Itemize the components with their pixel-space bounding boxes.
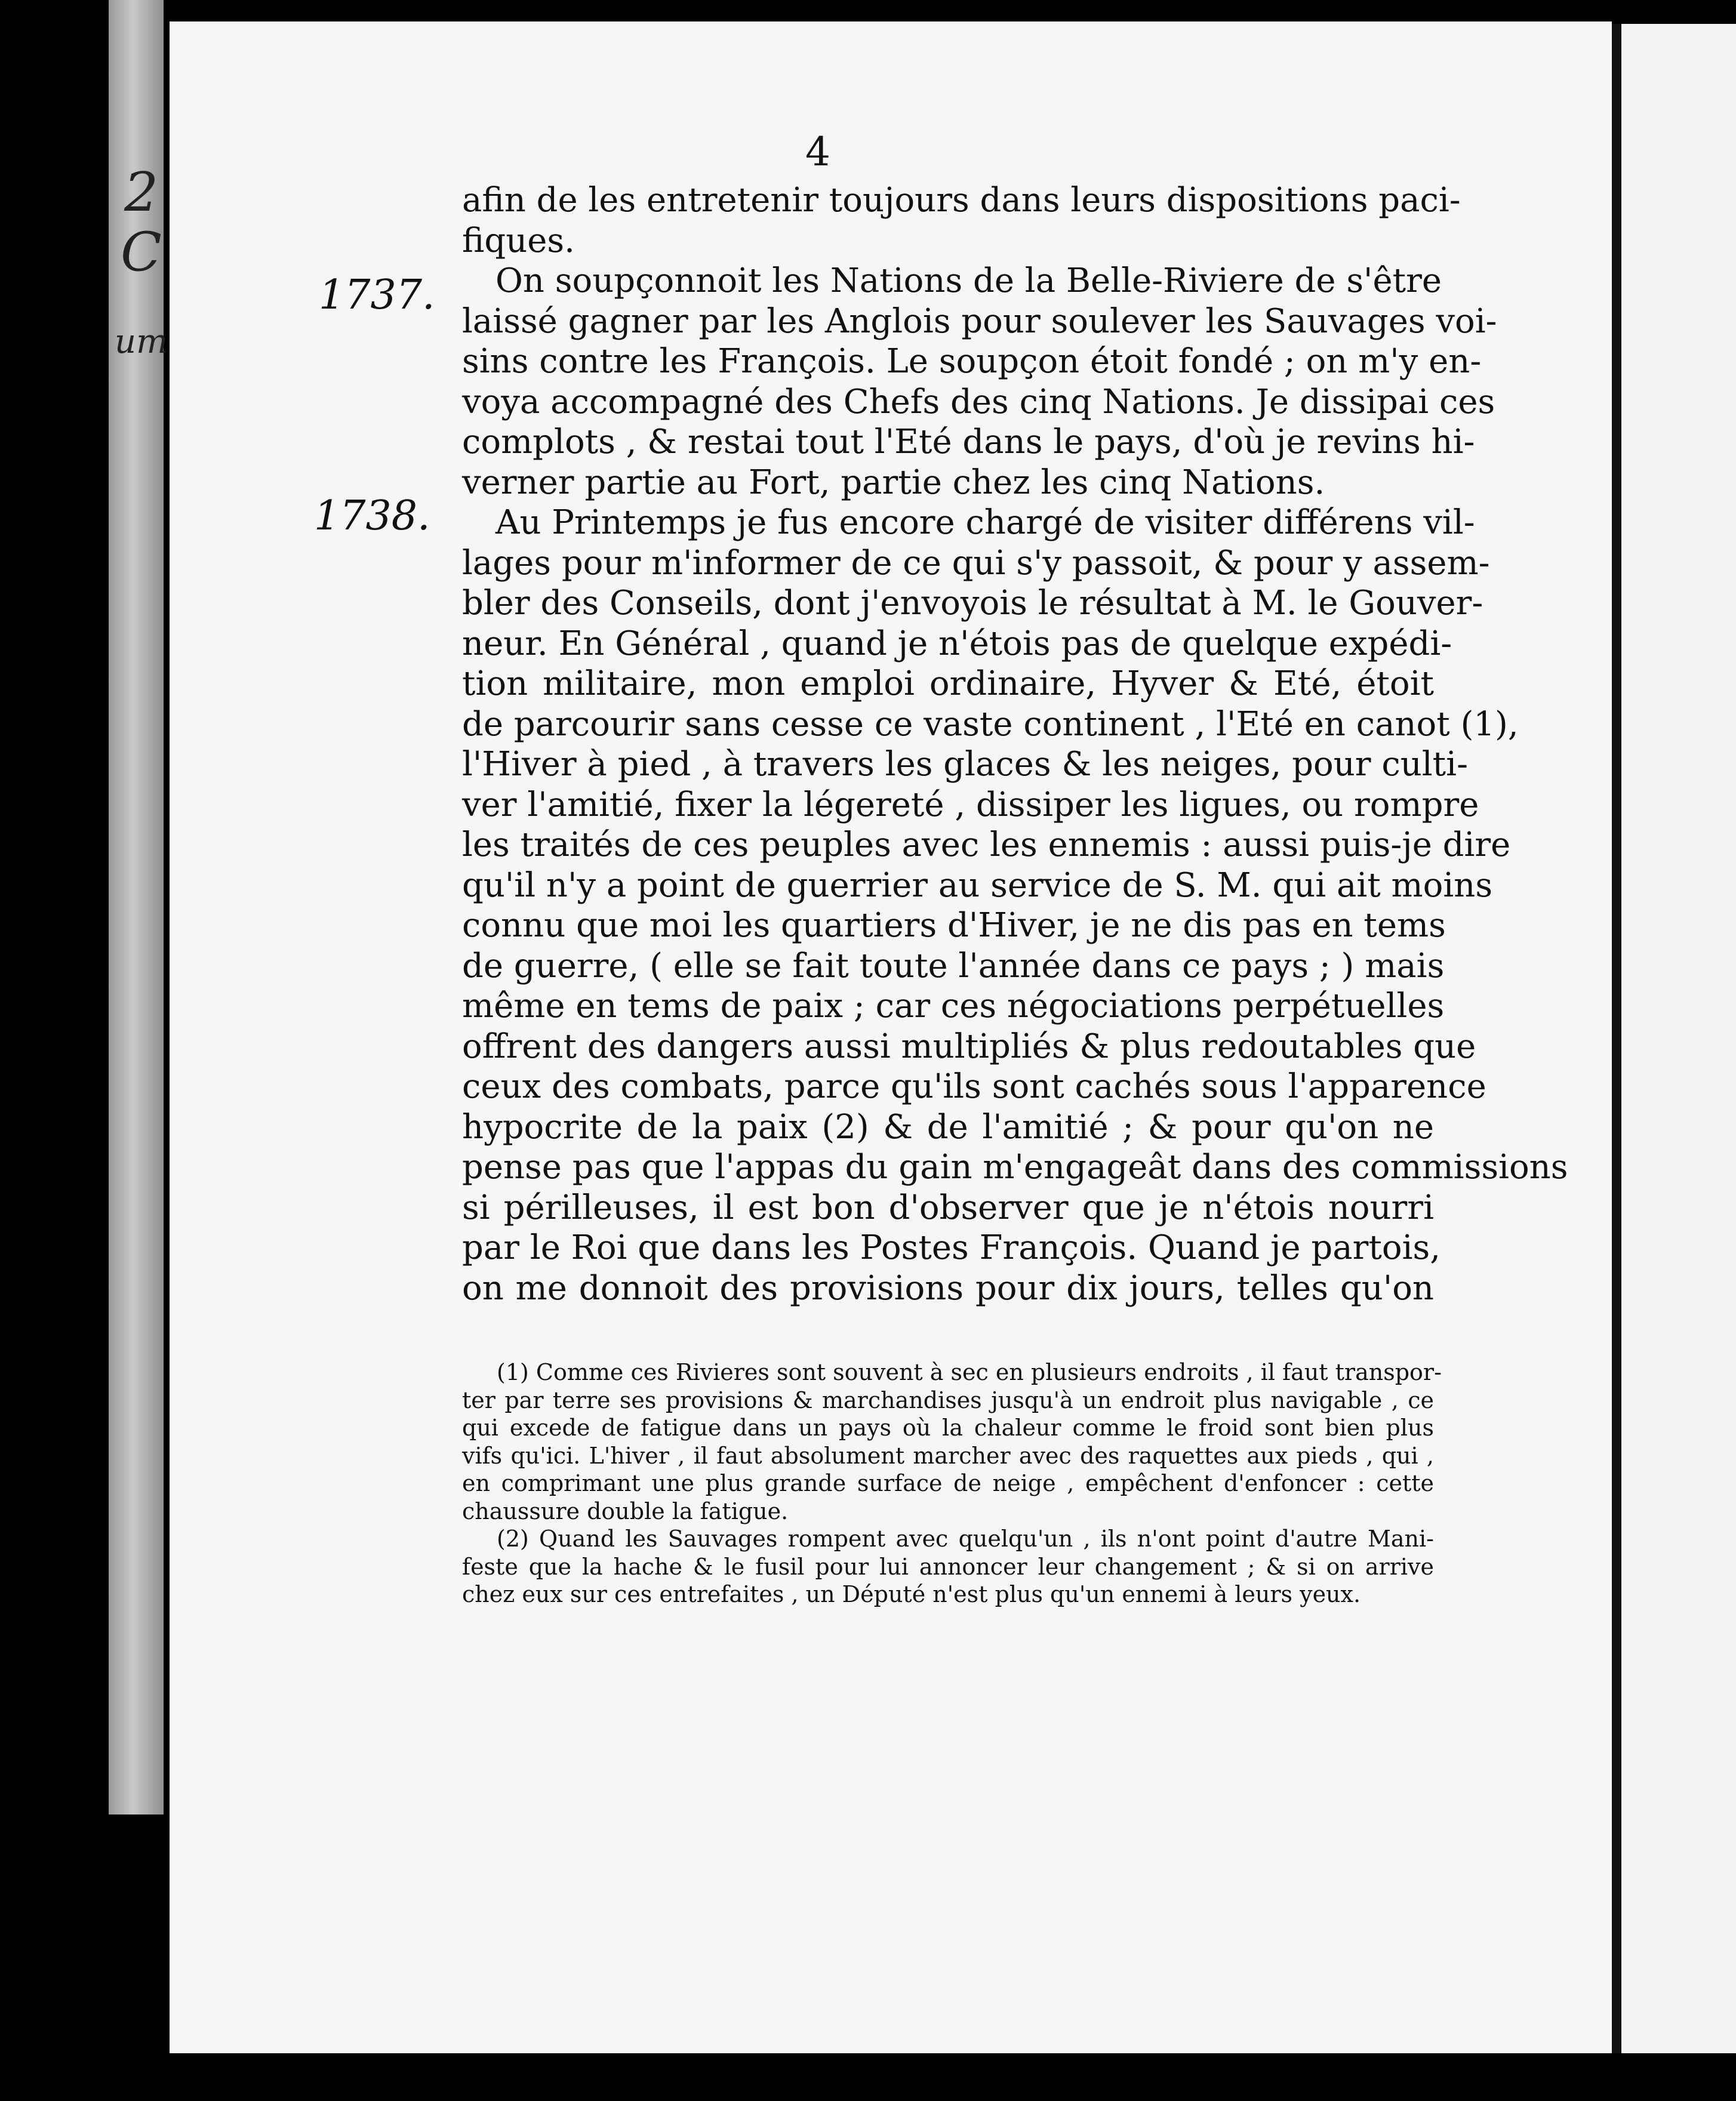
- page-number: 4: [805, 129, 830, 175]
- text-line: qu'il n'y a point de guerrier au service de S. M. qui ait moins: [462, 865, 1493, 905]
- footnotes: [462, 1358, 1442, 1609]
- footnote-line: (1) Comme ces Rivieres sont souvent à sec en plusieurs endroits , il faut transpor-: [497, 1359, 1442, 1385]
- text-line: bler des Conseils, dont j'envoyois le résultat à M. le Gouver-: [462, 584, 1483, 623]
- text-line: sins contre les François. Le soupçon étoit fondé ; on m'y en-: [462, 342, 1482, 381]
- text-line: de parcourir sans cesse ce vaste continent , l'Eté en canot (1),: [462, 704, 1519, 744]
- text-line: l'Hiver à pied , à travers les glaces & les neiges, pour culti-: [462, 745, 1469, 784]
- margin-year: 1737.: [319, 272, 435, 319]
- text-line: même en tems de paix ; car ces négociations perpétuelles: [462, 987, 1445, 1025]
- text-line: Au Printemps je fus encore chargé de visiter différens vil-: [495, 503, 1475, 542]
- footnote-line: vifs qu'ici. L'hiver , il faut absolument marcher avec des raquettes aux pieds , qui ,: [462, 1442, 1434, 1469]
- text-line: voya accompagné des Chefs des cinq Nations. Je dissipai ces: [462, 382, 1495, 421]
- text-line: si périlleuses, il est bon d'observer que je n'étois nourri: [462, 1188, 1434, 1227]
- footnote-line: ter par terre ses provisions & marchandises jusqu'à un endroit plus navigable , ce: [462, 1387, 1434, 1413]
- text-line: connu que moi les quartiers d'Hiver, je ne dis pas en tems: [462, 906, 1446, 945]
- margin-year: 1738.: [314, 492, 430, 540]
- footnote-line: (2) Quand les Sauvages rompent avec quelqu'un , ils n'ont point d'autre Mani-: [497, 1526, 1434, 1552]
- scan-bottom-border: [0, 2053, 1736, 2101]
- text-line: ceux des combats, parce qu'ils sont cachés sous l'apparence: [462, 1067, 1486, 1106]
- text-line: par le Roi que dans les Postes François. Quand je partois,: [462, 1228, 1441, 1267]
- text-line: de guerre, ( elle se fait toute l'année dans ce pays ; ) mais: [462, 946, 1445, 985]
- text-line: les traités de ces peuples avec les ennemis : aussi puis-je dire: [462, 825, 1511, 864]
- text-line: fiques.: [462, 221, 575, 260]
- text-line: pense pas que l'appas du gain m'engageât dans des commissions: [462, 1148, 1568, 1187]
- text-line: tion militaire, mon emploi ordinaire, Hyver & Eté, étoit: [462, 664, 1434, 703]
- margin-scribble: 2: [124, 161, 159, 224]
- footnote-line: chez eux sur ces entrefaites , un Député n'est plus qu'un ennemi à leurs yeux.: [462, 1581, 1361, 1607]
- margin-scribble: um: [115, 322, 168, 361]
- footnote-line: qui excede de fatigue dans un pays où la chaleur comme le froid sont bien plus: [462, 1415, 1434, 1441]
- text-line: verner partie au Fort, partie chez les cinq Nations.: [462, 463, 1325, 502]
- previous-page-edge: [109, 0, 168, 1815]
- text-line: lages pour m'informer de ce qui s'y passoit, & pour y assem-: [462, 543, 1490, 583]
- text-line: afin de les entretenir toujours dans leurs dispositions paci-: [462, 181, 1461, 220]
- text-line: neur. En Général , quand je n'étois pas de quelque expédi-: [462, 624, 1452, 663]
- text-line: hypocrite de la paix (2) & de l'amitié ; & pour qu'on ne: [462, 1107, 1434, 1147]
- text-line: offrent des dangers aussi multipliés & plus redoutables que: [462, 1027, 1476, 1066]
- text-line: complots , & restai tout l'Eté dans le pays, d'où je revins hi-: [462, 423, 1475, 461]
- next-page-edge: [1621, 24, 1736, 2053]
- body-text: [462, 180, 1568, 1308]
- text-line: laissé gagner par les Anglois pour soulever les Sauvages voi-: [462, 301, 1497, 341]
- margin-scribble: C: [121, 221, 162, 284]
- footnote-line: feste que la hache & le fusil pour lui annoncer leur changement ; & si on arrive: [462, 1553, 1434, 1580]
- gutter-shadow: [1612, 24, 1621, 2053]
- text-line: On soupçonnoit les Nations de la Belle-Riviere de s'être: [495, 261, 1442, 300]
- footnote-line: chaussure double la fatigue.: [462, 1498, 789, 1524]
- text-line: ver l'amitié, fixer la légereté , dissiper les ligues, ou rompre: [462, 785, 1479, 824]
- text-line: on me donnoit des provisions pour dix jours, telles qu'on: [462, 1268, 1434, 1308]
- footnote-line: en comprimant une plus grande surface de neige , empêchent d'enfoncer : cette: [462, 1470, 1434, 1496]
